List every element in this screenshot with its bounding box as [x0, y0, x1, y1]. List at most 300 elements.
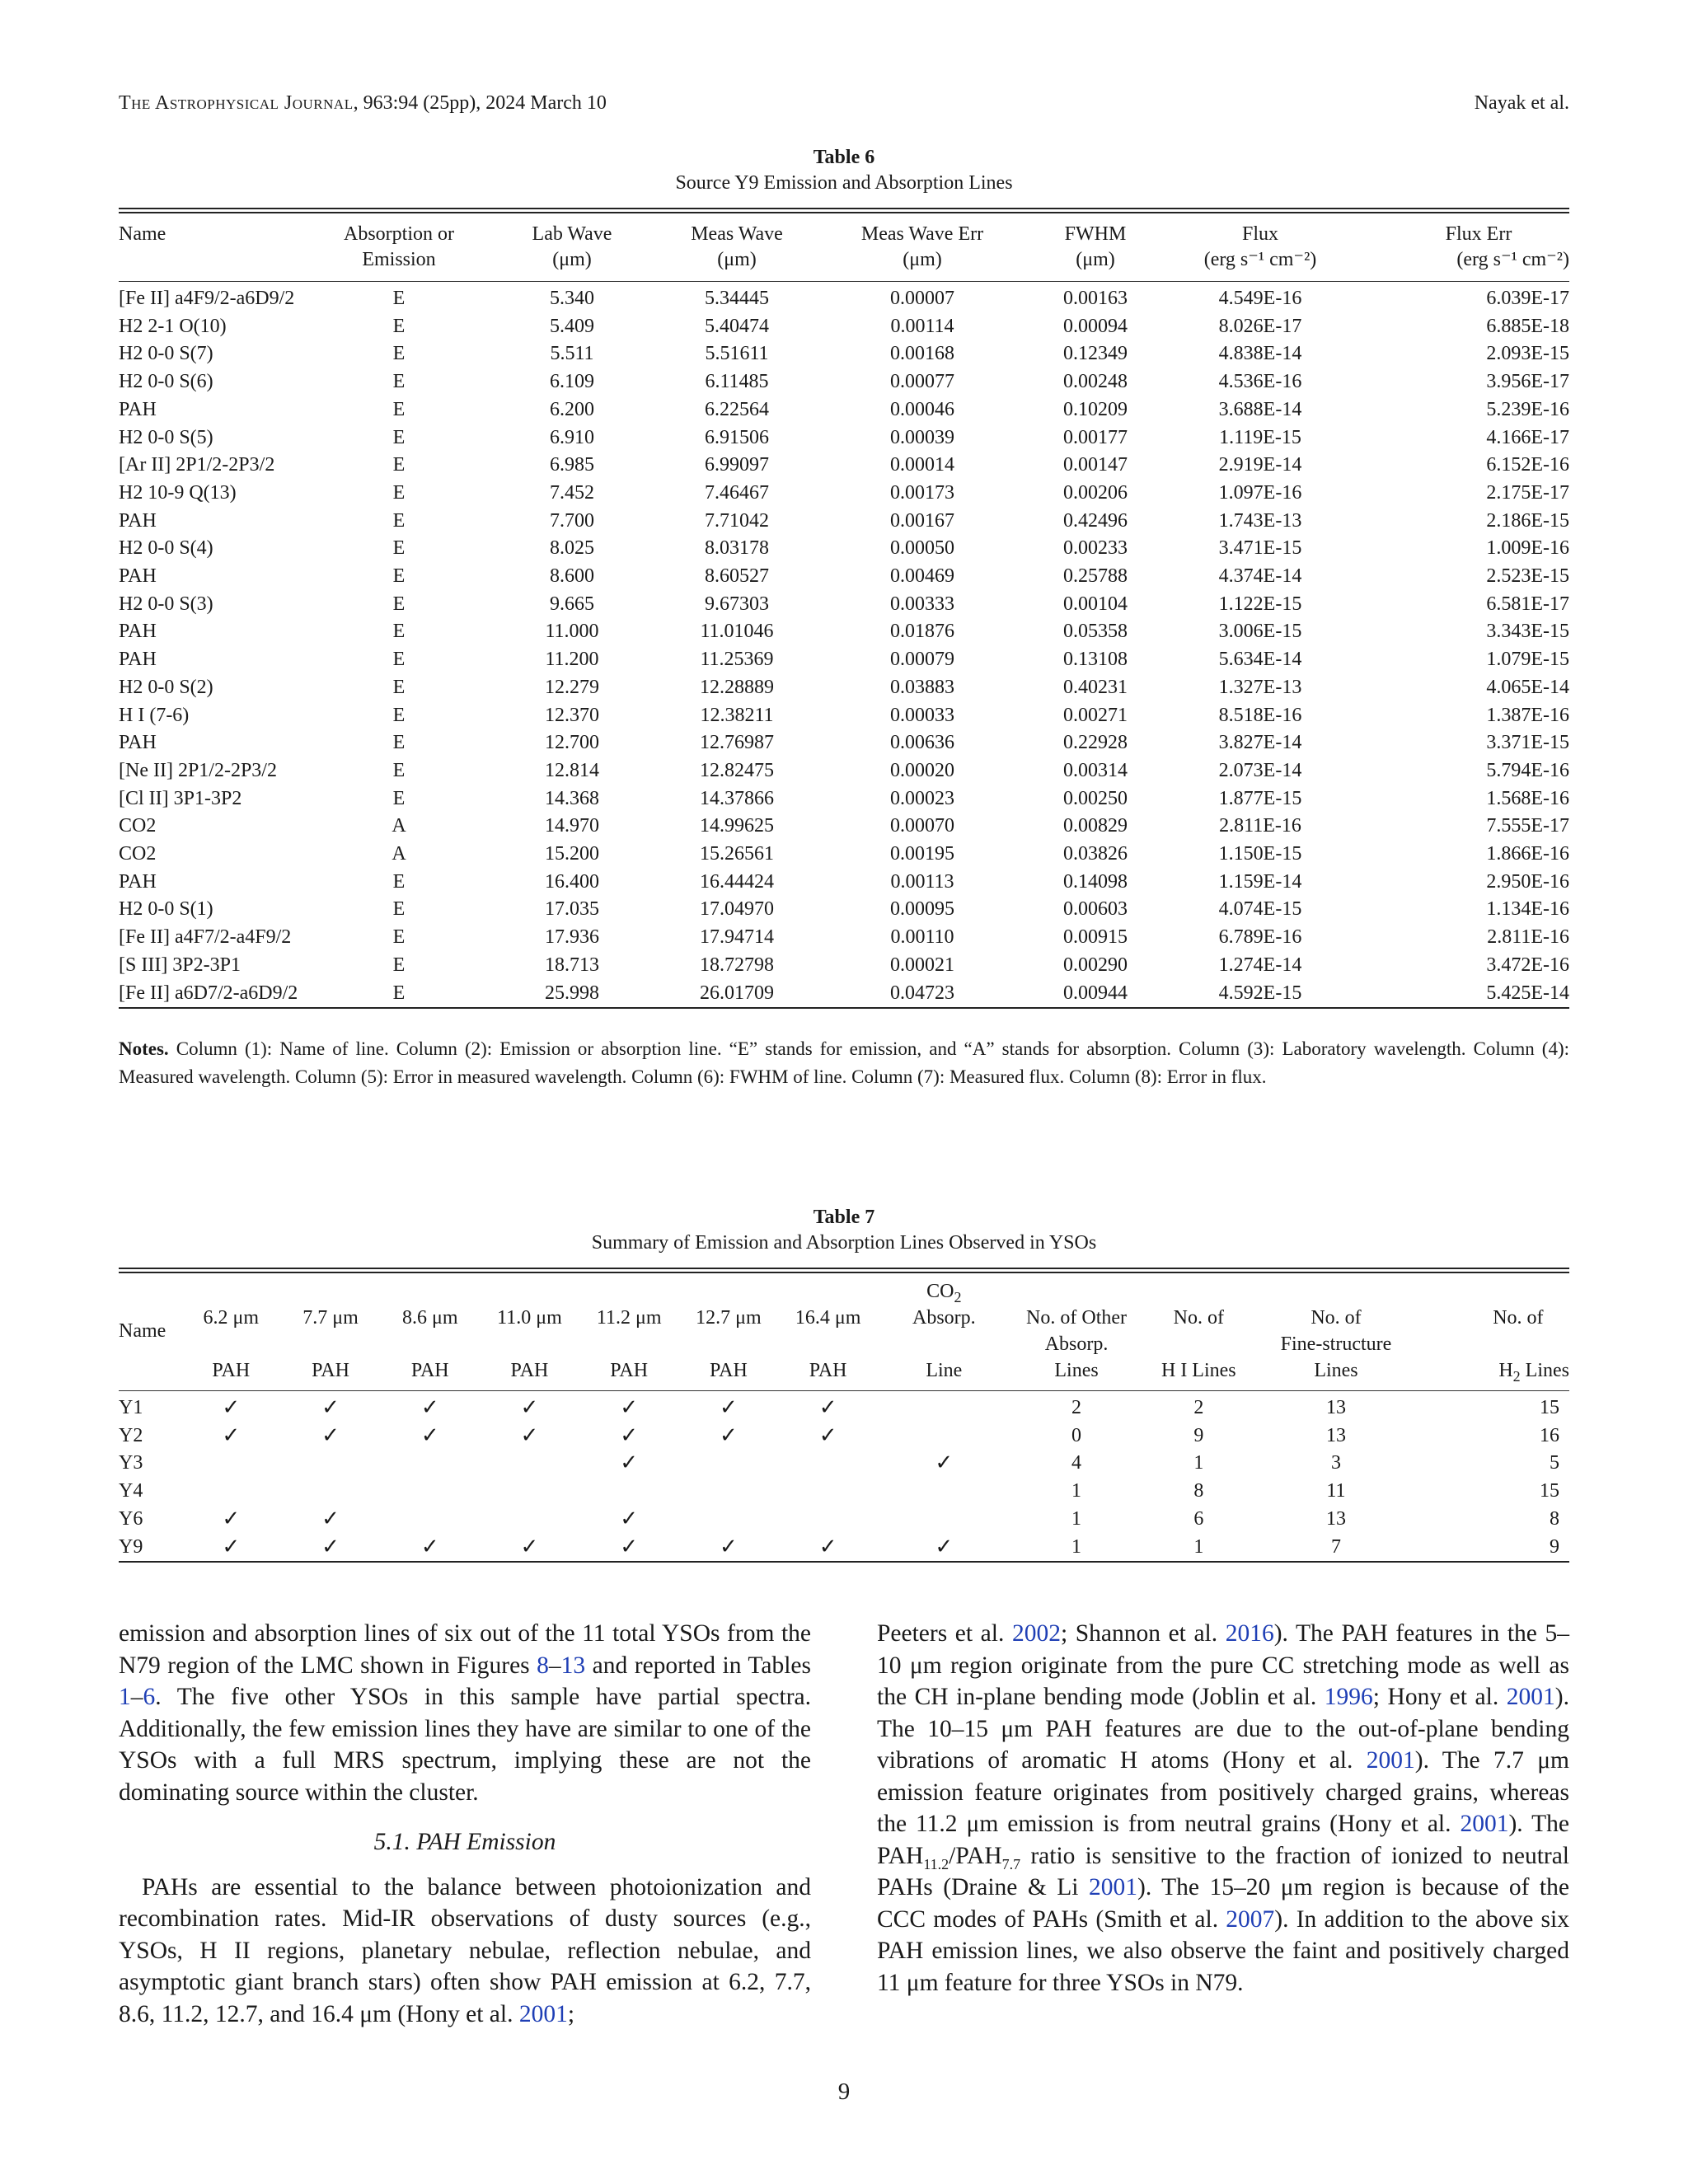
cell-err: 0.00113	[890, 870, 954, 893]
cell-fwhm: 0.00104	[1063, 593, 1128, 615]
check-mark	[878, 1506, 1010, 1534]
cell-name: H2 0-0 S(5)	[119, 426, 213, 448]
cell-err: 0.01876	[890, 621, 954, 643]
check-mark: ✓	[222, 1422, 241, 1448]
cell-flux: 4.374E-14	[1218, 565, 1302, 588]
check-mark	[878, 1391, 1010, 1422]
check-mark	[181, 1450, 281, 1478]
cell-flux-err: 2.811E-16	[1487, 926, 1569, 949]
body-column-right	[877, 1618, 1569, 1999]
cell-lab: 14.970	[545, 815, 599, 837]
col-header-fine-structure: No. of Fine-structure Lines	[1280, 1307, 1392, 1381]
cell-name: H2 0-0 S(7)	[119, 343, 213, 365]
table-row	[119, 535, 1569, 563]
cell-flux: 1.119E-15	[1219, 426, 1301, 448]
check-mark: ✓	[321, 1534, 340, 1559]
cell-type: A	[392, 843, 406, 865]
col-header-11-0: 11.0 μm PAH	[497, 1307, 562, 1381]
body-column-left	[119, 1618, 811, 2030]
cell-name: PAH	[119, 509, 157, 532]
cell-name: Y9	[119, 1535, 143, 1558]
check-mark	[878, 1422, 1010, 1451]
table-row	[119, 452, 1569, 480]
table-link[interactable]: 6	[143, 1684, 156, 1710]
cell-lab: 12.700	[545, 732, 599, 754]
cell-flux-err: 2.950E-16	[1486, 870, 1569, 893]
table-row	[119, 980, 1569, 1008]
cell-type: E	[392, 454, 406, 476]
cell-type: E	[392, 371, 406, 393]
cell-lab: 25.998	[545, 982, 599, 1004]
check-mark: ✓	[222, 1534, 241, 1559]
col-header-fwhm: FWHM (μm)	[1064, 223, 1127, 270]
check-mark: ✓	[935, 1451, 954, 1476]
table-link[interactable]: 1	[119, 1684, 131, 1710]
cell-type: E	[392, 509, 406, 532]
check-mark: ✓	[620, 1422, 639, 1448]
table-7-grid	[119, 1273, 1569, 1561]
cell-name: H2 0-0 S(6)	[119, 371, 213, 393]
cell-lab: 7.452	[550, 481, 594, 504]
cell-name: [Fe II] a4F7/2-a4F9/2	[119, 926, 292, 949]
check-mark	[878, 1478, 1010, 1506]
cell-flux-err: 4.166E-17	[1486, 426, 1569, 448]
cell-flux-err: 2.175E-17	[1486, 481, 1569, 504]
check-mark	[778, 1450, 878, 1478]
table-7	[119, 1205, 1569, 1563]
cell-type: E	[392, 315, 406, 337]
cell-flux: 5.634E-14	[1218, 649, 1302, 671]
cell-flux-err: 6.885E-18	[1486, 315, 1569, 337]
cell-fwhm: 0.00094	[1063, 315, 1128, 337]
table-row	[119, 674, 1569, 702]
table-7-header-row	[119, 1273, 1569, 1391]
col-header-meas-wave: Meas Wave (μm)	[691, 223, 783, 270]
check-mark: ✓	[520, 1395, 539, 1420]
check-mark	[778, 1478, 878, 1506]
cell-flux-err: 7.555E-17	[1486, 815, 1569, 837]
cell-lab: 17.035	[545, 898, 599, 921]
table-row	[119, 952, 1569, 980]
check-mark: ✓	[818, 1422, 837, 1448]
cell-err: 0.00077	[890, 371, 954, 393]
citation-link[interactable]: 1996	[1324, 1684, 1373, 1710]
citation-link[interactable]: 2007	[1226, 1905, 1275, 1933]
cell-type: E	[392, 759, 406, 781]
cell-type: E	[392, 565, 406, 588]
cell-name: H2 0-0 S(3)	[119, 593, 213, 615]
citation: , 963:94 (25pp), 2024 March 10	[353, 92, 607, 114]
paragraph-continued: emission and absorption lines of six out of the 11 total YSOs from the N79 region of the LMC shown in Figures 8–13 and reported in Tables 1–6. The five other YSOs in this sample have partial spectra. Additionally, the few emission lines they have are similar to one of the YSOs with a full MRS spectrum, implying these are not the dominating source within the cluster.	[119, 1620, 811, 1806]
cell-hi-lines: 2	[1193, 1397, 1204, 1418]
cell-flux-err: 2.093E-15	[1486, 343, 1569, 365]
cell-flux: 1.877E-15	[1218, 787, 1302, 809]
cell-err: 0.00333	[890, 593, 954, 615]
cell-flux-err: 3.472E-16	[1486, 954, 1569, 976]
cell-lab: 5.340	[550, 288, 594, 309]
cell-flux: 4.074E-15	[1218, 898, 1302, 921]
cell-name: Y3	[119, 1452, 143, 1474]
table-6-bottom-rule	[119, 1007, 1569, 1009]
cell-lab: 9.665	[550, 593, 594, 615]
cell-flux: 4.592E-15	[1218, 982, 1302, 1004]
paragraph-pah-continued: Peeters et al. 2002; Shannon et al. 2016). The PAH features in the 5–10 μm region originate from the pure CC stretching mode as well as the CH in-plane bending mode (Joblin et al. 1996; Hony et al. 2001). The 10–15 μm PAH features are due to the out-of-plane bending vibrations of aromatic H atoms (Hony et al. 2001). The 7.7 μm emission feature originates from positively charged grains, whereas the 11.2 μm emission is from neutral grains (Hony et al. 2001). The $PAH_{11.2}/PAH_{7.7}$ ratio is sensitive to the fraction of ionized to neutral PAHs (Draine & Li 2001). The 15–20 μm region is because of the CCC modes of PAHs (Smith et al. 2007). In addition to the above six PAH emission lines, we also observe the faint and positively charged 11 μm feature for three YSOs in N79.	[877, 1620, 1570, 1996]
cell-flux-err: 1.387E-16	[1486, 704, 1569, 726]
check-mark	[579, 1478, 679, 1506]
check-mark: ✓	[620, 1534, 639, 1559]
cell-name: H2 0-0 S(2)	[119, 676, 213, 698]
cell-type: E	[392, 954, 406, 976]
col-header-name: Name	[119, 223, 166, 245]
col-header-11-2: 11.2 μm PAH	[596, 1307, 662, 1381]
cell-hi-lines: 9	[1193, 1424, 1204, 1446]
cell-fwhm: 0.22928	[1063, 732, 1128, 754]
cell-flux-err: 1.009E-16	[1486, 537, 1569, 560]
cell-meas: 11.01046	[700, 621, 774, 643]
cell-flux-err: 1.134E-16	[1486, 898, 1569, 921]
table-row	[119, 729, 1569, 757]
table-row	[119, 757, 1569, 785]
check-mark	[380, 1450, 480, 1478]
cell-meas: 18.72798	[700, 954, 774, 976]
cell-fine-structure: 13	[1325, 1424, 1346, 1446]
cell-flux: 1.150E-15	[1218, 843, 1302, 865]
cell-name: [Fe II] a4F9/2-a6D9/2	[119, 288, 295, 309]
cell-other-absorp: 1	[1071, 1480, 1082, 1502]
cell-fwhm: 0.25788	[1063, 565, 1128, 588]
check-mark: ✓	[321, 1395, 340, 1420]
cell-meas: 7.71042	[705, 509, 769, 532]
check-mark	[281, 1478, 381, 1506]
cell-lab: 16.400	[545, 870, 599, 893]
table-row	[119, 396, 1569, 424]
table-row	[119, 924, 1569, 952]
cell-meas: 17.04970	[700, 898, 774, 921]
check-mark: ✓	[321, 1506, 340, 1531]
cell-other-absorp: 2	[1071, 1397, 1082, 1418]
cell-name: PAH	[119, 732, 157, 754]
cell-name: H2 2-1 O(10)	[119, 315, 227, 337]
cell-err: 0.03883	[890, 676, 954, 698]
cell-type: E	[392, 398, 406, 420]
check-mark: ✓	[620, 1451, 639, 1476]
table-row	[119, 1534, 1569, 1562]
cell-flux-err: 2.186E-15	[1486, 509, 1569, 532]
cell-flux-err: 1.866E-16	[1486, 843, 1569, 865]
col-header-h2-lines: No. of $H_2$ Lines	[1493, 1307, 1569, 1385]
col-header-12-7: 12.7 μm PAH	[696, 1307, 762, 1381]
cell-lab: 14.368	[545, 787, 599, 809]
cell-flux-err: 1.079E-15	[1486, 649, 1569, 671]
check-mark	[480, 1450, 579, 1478]
cell-err: 0.00007	[890, 288, 954, 309]
cell-flux: 2.073E-14	[1218, 759, 1302, 781]
cell-meas: 14.37866	[700, 787, 774, 809]
check-mark: ✓	[520, 1422, 539, 1448]
table-6-body	[119, 282, 1569, 1008]
cell-meas: 9.67303	[705, 593, 769, 615]
check-mark	[679, 1506, 779, 1534]
cell-name: [Fe II] a6D7/2-a6D9/2	[119, 982, 298, 1004]
cell-other-absorp: 1	[1071, 1507, 1082, 1530]
cell-flux: 8.026E-17	[1218, 315, 1302, 337]
col-header-other-absorp: No. of Other Absorp. Lines	[1026, 1307, 1127, 1381]
cell-fwhm: 0.00248	[1063, 371, 1128, 393]
cell-flux: 2.919E-14	[1218, 454, 1302, 476]
table-row	[119, 1478, 1569, 1506]
cell-flux: 1.274E-14	[1218, 954, 1302, 976]
cell-type: E	[392, 537, 406, 560]
table-row	[119, 1450, 1569, 1478]
cell-flux: 4.838E-14	[1218, 343, 1302, 365]
check-mark: ✓	[620, 1395, 639, 1420]
cell-type: E	[392, 704, 406, 726]
cell-type: E	[392, 426, 406, 448]
cell-name: [Cl II] 3P1-3P2	[119, 787, 242, 809]
cell-lab: 11.200	[545, 649, 599, 671]
cell-err: 0.00168	[890, 343, 954, 365]
cell-hi-lines: 1	[1193, 1452, 1204, 1474]
check-mark	[181, 1478, 281, 1506]
cell-hi-lines: 1	[1193, 1535, 1204, 1558]
cell-fwhm: 0.03826	[1063, 843, 1128, 865]
cell-err: 0.00046	[890, 398, 954, 420]
check-mark	[778, 1506, 878, 1534]
table-row	[119, 340, 1569, 368]
table-6-label: Table 6	[813, 147, 875, 168]
cell-lab: 12.279	[545, 676, 599, 698]
table-row	[119, 508, 1569, 536]
cell-meas: 5.40474	[705, 315, 769, 337]
col-header-name: Name	[119, 1320, 166, 1342]
cell-flux: 1.097E-16	[1218, 481, 1302, 504]
cell-flux-err: 6.581E-17	[1486, 593, 1569, 615]
check-mark	[480, 1478, 579, 1506]
page-number: 9	[837, 2079, 851, 2105]
cell-meas: 5.34445	[705, 288, 769, 309]
cell-err: 0.00095	[890, 898, 954, 921]
cell-fwhm: 0.12349	[1063, 343, 1128, 365]
cell-name: CO2	[119, 843, 157, 865]
cell-h2-lines: 5	[1550, 1452, 1559, 1474]
cell-meas: 14.99625	[700, 815, 774, 837]
cell-fwhm: 0.00163	[1063, 288, 1128, 309]
cell-lab: 18.713	[545, 954, 599, 976]
col-header-7-7: 7.7 μm PAH	[302, 1307, 359, 1381]
cell-type: A	[392, 815, 406, 837]
cell-name: H2 0-0 S(4)	[119, 537, 213, 560]
cell-name: PAH	[119, 621, 157, 643]
table-row	[119, 480, 1569, 508]
col-header-flux-err: Flux Err (erg s⁻¹ cm⁻²)	[1445, 223, 1569, 270]
cell-meas: 8.03178	[705, 537, 769, 560]
cell-flux: 2.811E-16	[1219, 815, 1301, 837]
check-mark: ✓	[321, 1422, 340, 1448]
cell-fwhm: 0.40231	[1063, 676, 1128, 698]
cell-meas: 16.44424	[700, 870, 774, 893]
cell-name: PAH	[119, 398, 157, 420]
cell-type: E	[392, 870, 406, 893]
cell-type: E	[392, 787, 406, 809]
cell-name: Y2	[119, 1424, 143, 1446]
cell-err: 0.00039	[890, 426, 954, 448]
cell-err: 0.00173	[890, 481, 954, 504]
col-header-type: Absorption or Emission	[344, 223, 454, 270]
cell-h2-lines: 8	[1550, 1507, 1559, 1530]
cell-h2-lines: 16	[1540, 1424, 1559, 1446]
table-row	[119, 1391, 1569, 1422]
col-header-meas-wave-err: Meas Wave Err (μm)	[860, 223, 984, 270]
cell-h2-lines: 9	[1550, 1535, 1559, 1558]
paragraph-pah: PAHs are essential to the balance between photoionization and recombination rates. Mid-IR observations of dusty sources (e.g., YSOs, H II regions, planetary nebulae, reflection nebulae, and asymptotic giant branch stars) often show PAH emission at 6.2, 7.7, 8.6, 11.2, 12.7, and 16.4 μm (Hony et al. 2001;	[119, 1873, 811, 2027]
cell-meas: 12.38211	[700, 704, 774, 726]
cell-lab: 15.200	[545, 843, 599, 865]
cell-fwhm: 0.00250	[1063, 787, 1128, 809]
check-mark: ✓	[818, 1534, 837, 1559]
cell-h2-lines: 15	[1540, 1480, 1559, 1502]
table-6	[119, 145, 1569, 1009]
citation-link[interactable]: 2001	[1460, 1811, 1509, 1837]
cell-flux-err: 3.956E-17	[1486, 371, 1569, 393]
cell-fwhm: 0.00147	[1063, 454, 1128, 476]
citation-link[interactable]: 2001	[518, 2000, 568, 2027]
cell-err: 0.00110	[890, 926, 954, 949]
table-row	[119, 841, 1569, 869]
citation-link[interactable]: 2016	[1225, 1620, 1274, 1647]
cell-name: Y1	[119, 1397, 143, 1418]
cell-meas: 26.01709	[700, 982, 774, 1004]
cell-lab: 8.600	[550, 565, 594, 588]
check-mark: ✓	[620, 1506, 639, 1531]
cell-meas: 8.60527	[705, 565, 769, 588]
cell-lab: 6.109	[550, 371, 594, 393]
cell-flux-err: 6.152E-16	[1486, 454, 1569, 476]
cell-fwhm: 0.13108	[1063, 649, 1128, 671]
cell-type: E	[392, 593, 406, 615]
check-mark	[281, 1450, 381, 1478]
cell-meas: 6.11485	[705, 371, 769, 393]
cell-fwhm: 0.00603	[1063, 898, 1128, 921]
table-6-notes	[119, 1035, 1569, 1090]
cell-other-absorp: 0	[1071, 1424, 1082, 1446]
cell-err: 0.00020	[890, 759, 954, 781]
table-row	[119, 313, 1569, 341]
table-7-body	[119, 1391, 1569, 1562]
cell-name: PAH	[119, 565, 157, 588]
check-mark: ✓	[818, 1395, 837, 1420]
col-header-16-4: 16.4 μm PAH	[795, 1307, 861, 1381]
col-header-8-6: 8.6 μm PAH	[401, 1307, 458, 1381]
cell-type: E	[392, 288, 406, 309]
citation-link[interactable]: 2002	[1011, 1620, 1061, 1647]
table-7-label: Table 7	[813, 1207, 875, 1228]
cell-meas: 6.91506	[705, 426, 769, 448]
cell-fwhm: 0.00829	[1063, 815, 1128, 837]
cell-fine-structure: 13	[1325, 1397, 1346, 1418]
table-row	[119, 424, 1569, 452]
cell-err: 0.04723	[890, 982, 954, 1004]
cell-flux-err: 5.425E-14	[1486, 982, 1569, 1004]
journal-citation	[119, 92, 607, 115]
table-row	[119, 1506, 1569, 1534]
cell-lab: 12.814	[545, 759, 599, 781]
cell-meas: 6.99097	[705, 454, 769, 476]
check-mark: ✓	[222, 1506, 241, 1531]
cell-name: H I (7-6)	[119, 704, 190, 726]
cell-err: 0.00070	[890, 815, 954, 837]
cell-type: E	[392, 898, 406, 921]
running-head	[119, 92, 1569, 120]
cell-flux-err: 5.239E-16	[1486, 398, 1569, 420]
cell-type: E	[392, 982, 406, 1004]
table-row	[119, 368, 1569, 396]
cell-name: Y6	[119, 1507, 143, 1530]
cell-err: 0.00079	[890, 649, 954, 671]
figure-link[interactable]: 8	[537, 1652, 549, 1679]
cell-meas: 7.46467	[705, 481, 769, 504]
cell-hi-lines: 6	[1193, 1507, 1204, 1530]
check-mark	[380, 1506, 480, 1534]
citation-link[interactable]: 2001	[1506, 1684, 1555, 1710]
cell-err: 0.00014	[890, 454, 954, 476]
table-6-grid	[119, 213, 1569, 1007]
cell-flux: 6.789E-16	[1218, 926, 1302, 949]
figure-link[interactable]: 13	[560, 1652, 586, 1679]
notes-label: Notes.	[119, 1038, 169, 1059]
cell-err: 0.00167	[890, 509, 954, 532]
cell-err: 0.00114	[890, 315, 954, 337]
citation-link[interactable]: 2001	[1089, 1874, 1137, 1900]
check-mark: ✓	[719, 1534, 738, 1559]
table-7-title: Summary of Emission and Absorption Lines Observed in YSOs	[591, 1232, 1097, 1254]
cell-lab: 8.025	[550, 537, 594, 560]
table-7-caption	[119, 1205, 1569, 1256]
table-row	[119, 785, 1569, 813]
check-mark: ✓	[222, 1395, 241, 1420]
cell-meas: 12.76987	[700, 732, 774, 754]
table-6-caption	[119, 145, 1569, 196]
check-mark: ✓	[935, 1534, 954, 1559]
cell-flux: 4.536E-16	[1218, 371, 1302, 393]
cell-lab: 17.936	[545, 926, 599, 949]
cell-fwhm: 0.00206	[1063, 481, 1128, 504]
citation-link[interactable]: 2001	[1366, 1747, 1415, 1774]
table-row	[119, 869, 1569, 897]
cell-fwhm: 0.42496	[1063, 509, 1128, 532]
cell-flux: 3.471E-15	[1218, 537, 1302, 560]
cell-h2-lines: 15	[1540, 1397, 1559, 1418]
cell-flux: 3.827E-14	[1218, 732, 1302, 754]
cell-name: [Ar II] 2P1/2-2P3/2	[119, 454, 275, 476]
cell-flux-err: 3.343E-15	[1486, 621, 1569, 643]
cell-type: E	[392, 481, 406, 504]
cell-fine-structure: 3	[1330, 1452, 1341, 1474]
table-row	[119, 1422, 1569, 1451]
table-row	[119, 813, 1569, 841]
journal-name: The Astrophysical Journal	[119, 92, 354, 114]
cell-meas: 6.22564	[705, 398, 769, 420]
cell-other-absorp: 4	[1071, 1452, 1082, 1474]
table-row	[119, 618, 1569, 646]
check-mark: ✓	[520, 1534, 539, 1559]
cell-fwhm: 0.05358	[1063, 621, 1128, 643]
cell-meas: 15.26561	[700, 843, 774, 865]
table-row	[119, 896, 1569, 924]
table-7-top-rule	[119, 1268, 1569, 1273]
cell-flux-err: 1.568E-16	[1486, 787, 1569, 809]
authors: Nayak et al.	[1474, 92, 1569, 114]
cell-err: 0.00050	[890, 537, 954, 560]
